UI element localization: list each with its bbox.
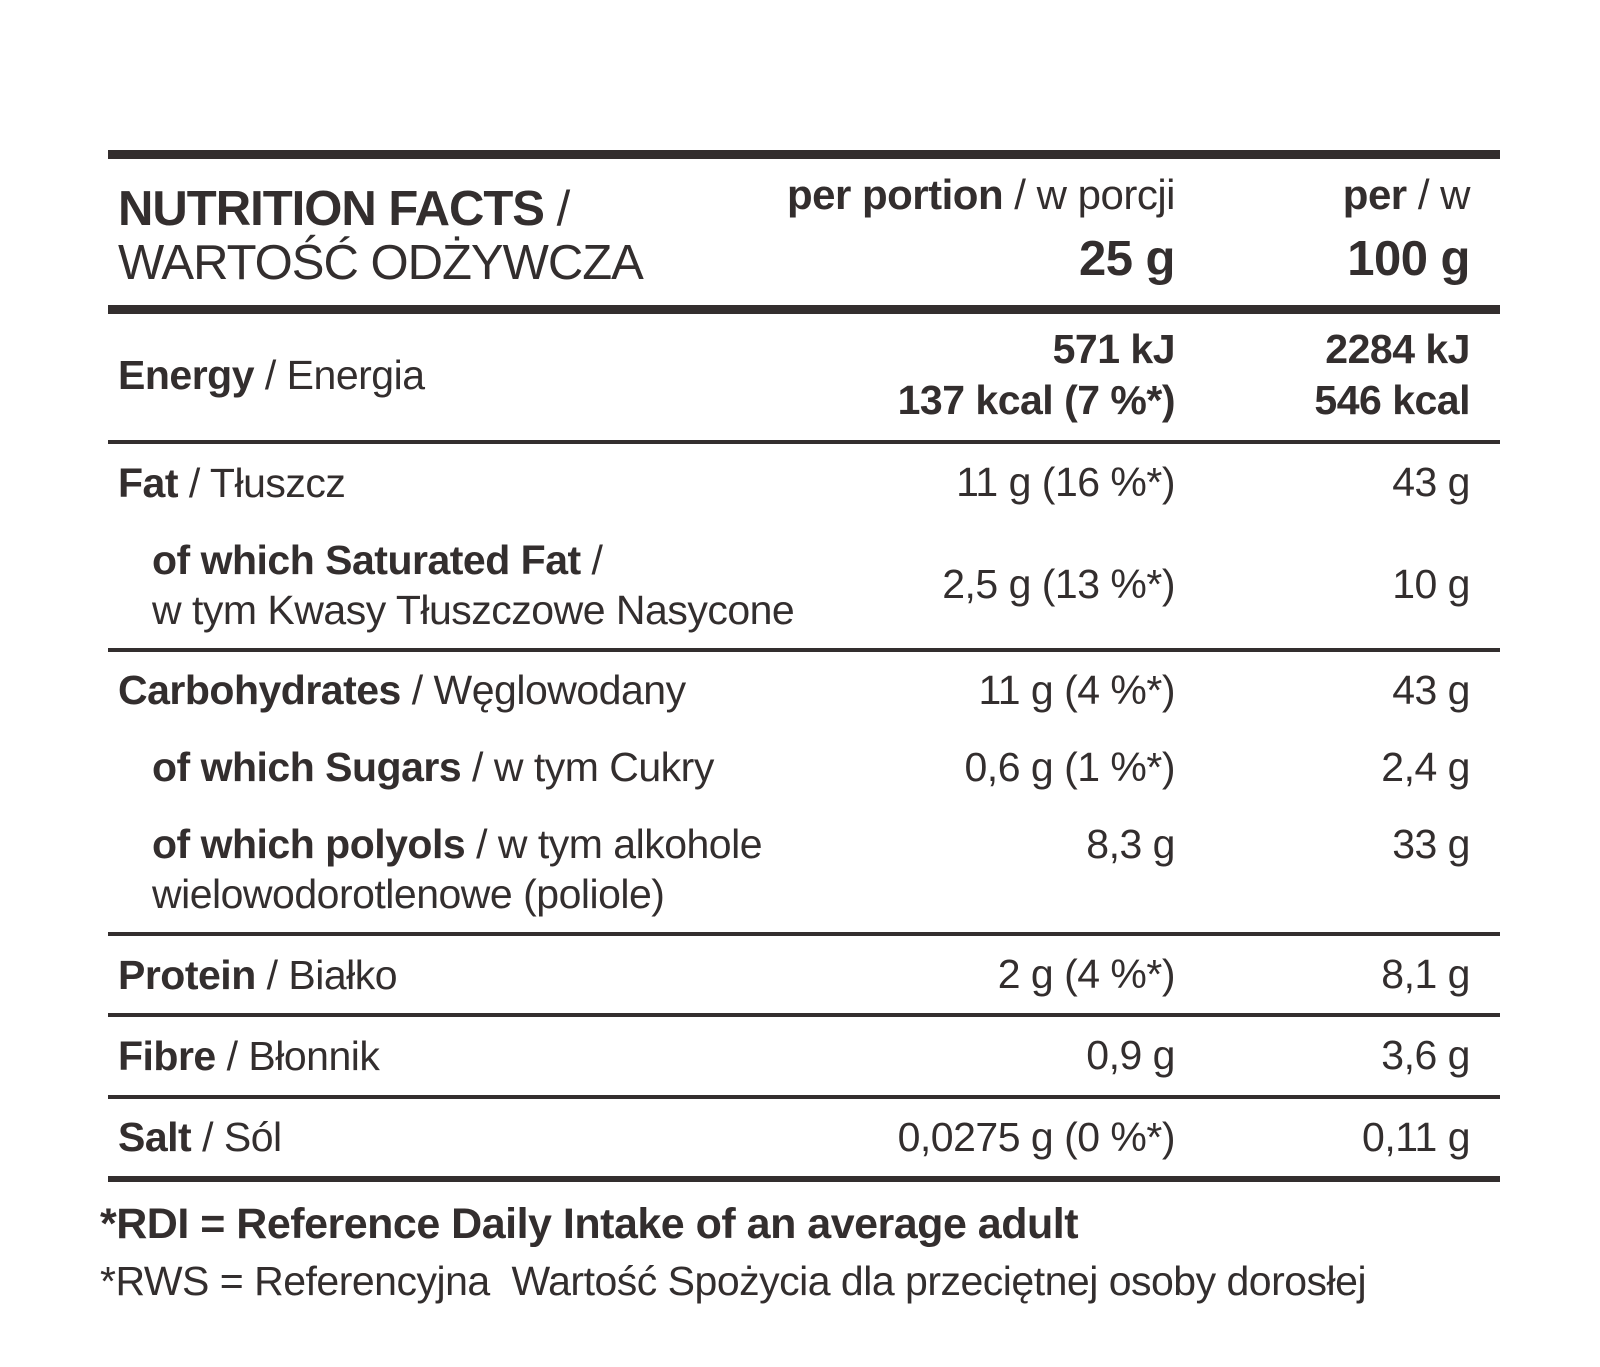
- table-title-line-en: [118, 183, 675, 237]
- per-100g-header-label: [1175, 171, 1470, 219]
- nutrient-row: [108, 652, 1500, 729]
- nutrient-name-en: Energy: [118, 352, 254, 399]
- value-line: 2 g (4 %*): [997, 951, 1175, 998]
- table-title-pl: WARTOŚĆ ODŻYWCZA: [118, 235, 643, 290]
- nutrient-name-pl: / Tłuszcz: [178, 459, 346, 506]
- nutrient-name-en: of which Sugars: [152, 744, 462, 791]
- table-title: [118, 171, 675, 291]
- per-portion-value: [835, 1030, 1175, 1081]
- nutrient-name-pl: / Białko: [255, 951, 398, 998]
- per-100g-value: [1175, 1112, 1500, 1163]
- nutrient-label: [108, 1112, 835, 1162]
- value-line: 10 g: [1392, 560, 1470, 607]
- per-100g-value: [1175, 1030, 1500, 1081]
- value-line: 11 g (16 %*): [956, 459, 1175, 506]
- nutrient-row: [108, 314, 1500, 441]
- table-title-en: NUTRITION FACTS: [118, 182, 544, 236]
- per-portion-amount: 25 g: [1078, 232, 1175, 287]
- value-line: 2,4 g: [1381, 743, 1470, 790]
- per-portion-label-en: per portion: [786, 171, 1004, 218]
- value-line: 43 g: [1392, 459, 1470, 506]
- per-portion-value: [835, 665, 1175, 716]
- per-100g-value: [1175, 457, 1500, 508]
- per-100g-value: [1175, 665, 1500, 716]
- nutrient-label-line: [118, 1112, 835, 1162]
- per-portion-value: [835, 559, 1175, 610]
- per-100g-label-pl: / w: [1406, 171, 1470, 218]
- per-100g-value: [1175, 559, 1500, 610]
- table-section: [108, 652, 1500, 937]
- nutrition-table-body: [108, 314, 1500, 1182]
- value-line: 11 g (4 %*): [978, 666, 1175, 713]
- per-100g-label-en: per: [1342, 171, 1407, 218]
- nutrient-name-pl: / w tym Cukry: [461, 744, 714, 791]
- value-line: 33 g: [1392, 821, 1470, 868]
- per-portion-label-pl: / w porcji: [1003, 171, 1175, 218]
- nutrient-label-line: [118, 1031, 835, 1081]
- nutrient-name-en: Protein: [118, 951, 256, 998]
- nutrient-name-en: of which polyols: [152, 821, 466, 868]
- nutrient-name-en: of which Saturated Fat: [152, 536, 581, 583]
- nutrient-name-pl: / Błonnik: [215, 1032, 380, 1079]
- per-100g-value: [1175, 949, 1500, 1000]
- rws-footnote-pl: *RWS = Referencyjna Wartość Spożycia dla przeciętnej osoby dorosłej: [100, 1257, 1367, 1304]
- nutrient-name-en: Fat: [118, 459, 178, 506]
- nutrient-label: [108, 535, 835, 635]
- nutrient-label-line-2: wielowodorotlenowe (poliole): [152, 871, 665, 918]
- nutrient-name-en: Carbohydrates: [118, 667, 401, 714]
- nutrient-label: [108, 1031, 835, 1081]
- value-line: 0,6 g (1 %*): [964, 743, 1175, 790]
- value-line: 8,1 g: [1381, 951, 1470, 998]
- value-line: 137 kcal (7 %*): [897, 377, 1175, 424]
- table-section: [108, 444, 1500, 651]
- nutrient-label-line-2: w tym Kwasy Tłuszczowe Nasycone: [152, 586, 795, 633]
- per-portion-value: [835, 1112, 1175, 1163]
- per-portion-value: [835, 949, 1175, 1000]
- value-line: 0,9 g: [1086, 1032, 1175, 1079]
- value-line: 0,11 g: [1362, 1113, 1470, 1160]
- nutrient-name-pl: / Węglowodany: [400, 667, 686, 714]
- nutrient-row: [108, 806, 1500, 932]
- value-line: 2284 kJ: [1325, 325, 1470, 372]
- value-line: 0,0275 g (0 %*): [897, 1113, 1175, 1160]
- nutrient-label: [108, 950, 835, 1000]
- nutrient-name-pl: / w tym alkohole: [465, 821, 763, 868]
- column-header-per-portion: [675, 171, 1175, 291]
- per-100g-amount: 100 g: [1347, 232, 1470, 287]
- nutrient-label: [108, 665, 835, 715]
- nutrient-name-pl: / Energia: [254, 352, 425, 399]
- footnote-block: [100, 1198, 1500, 1307]
- per-100g-value: [1175, 324, 1500, 427]
- nutrient-row: [108, 1017, 1500, 1094]
- per-portion-value: [835, 457, 1175, 508]
- nutrition-facts-panel: [100, 150, 1500, 1307]
- value-line: 2,5 g (13 %*): [942, 560, 1175, 607]
- rdi-footnote-en: *RDI = Reference Daily Intake of an average adult: [100, 1199, 1079, 1248]
- nutrient-row: [108, 729, 1500, 806]
- nutrient-name-en: Fibre: [118, 1032, 216, 1079]
- header-double-rule: [108, 305, 1500, 314]
- per-portion-value: [835, 324, 1175, 427]
- table-section: [108, 936, 1500, 1017]
- nutrient-label: [108, 819, 835, 919]
- value-line: 571 kJ: [1052, 325, 1175, 372]
- nutrient-label-line: [118, 350, 835, 400]
- table-section: [108, 314, 1500, 445]
- nutrient-row: [108, 444, 1500, 521]
- nutrient-row: [108, 522, 1500, 648]
- per-portion-value: [835, 819, 1175, 870]
- per-portion-header-label: [675, 171, 1175, 219]
- nutrient-name-en: Salt: [118, 1114, 192, 1161]
- nutrient-label-line: [152, 742, 835, 792]
- nutrient-label: [108, 350, 835, 400]
- nutrient-row: [108, 1099, 1500, 1176]
- nutrient-label-line: [152, 819, 835, 869]
- nutrient-label-line: [118, 665, 835, 715]
- top-double-rule: [108, 150, 1500, 159]
- table-section: [108, 1099, 1500, 1182]
- nutrient-label-line: [118, 458, 835, 508]
- nutrient-name-pl: /: [580, 536, 603, 583]
- value-line: 546 kcal: [1314, 377, 1470, 424]
- column-header-per-100g: [1175, 171, 1500, 291]
- per-100g-value: [1175, 819, 1500, 870]
- nutrient-label-line: [152, 535, 835, 585]
- value-line: 43 g: [1392, 666, 1470, 713]
- value-line: 8,3 g: [1086, 821, 1175, 868]
- table-header-row: [108, 159, 1500, 305]
- table-section: [108, 1017, 1500, 1098]
- nutrient-label-line: [118, 950, 835, 1000]
- nutrient-row: [108, 936, 1500, 1013]
- table-title-separator: /: [543, 182, 570, 236]
- value-line: 3,6 g: [1381, 1032, 1470, 1079]
- per-100g-value: [1175, 742, 1500, 793]
- per-portion-value: [835, 742, 1175, 793]
- nutrient-label: [108, 458, 835, 508]
- nutrient-label: [108, 742, 835, 792]
- nutrient-name-pl: / Sól: [191, 1114, 282, 1161]
